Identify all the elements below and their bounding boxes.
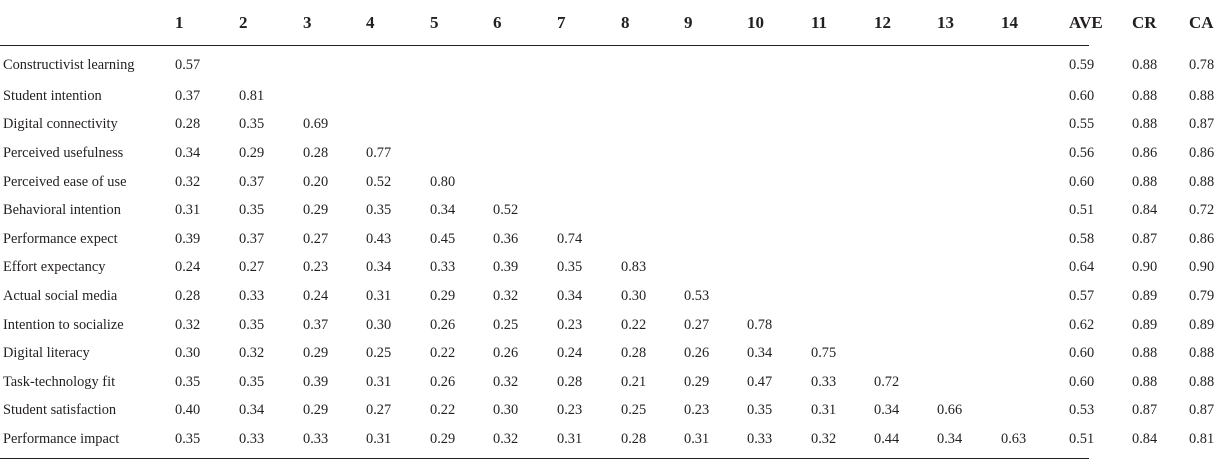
table-cell: 0.20 bbox=[303, 173, 329, 190]
table-cell: 0.35 bbox=[239, 202, 265, 219]
row-label: Behavioral intention bbox=[3, 202, 121, 219]
table-cell: 0.28 bbox=[557, 373, 583, 390]
table-row bbox=[0, 111, 1229, 140]
table-cell: 0.40 bbox=[175, 402, 201, 419]
table-cell bbox=[621, 111, 684, 140]
table-cell: 0.89 bbox=[1132, 316, 1158, 333]
table-cell bbox=[621, 82, 684, 111]
table-cell bbox=[937, 139, 1001, 168]
table-cell: 0.33 bbox=[430, 259, 456, 276]
table-cell: 0.60 bbox=[1069, 373, 1095, 390]
table-cell: 0.31 bbox=[684, 430, 710, 447]
table-row bbox=[0, 339, 1229, 368]
table-cell bbox=[811, 254, 874, 283]
table-cell: 0.34 bbox=[366, 259, 392, 276]
table-cell: 0.26 bbox=[430, 373, 456, 390]
table-cell bbox=[684, 111, 747, 140]
table-cell: 0.23 bbox=[684, 402, 710, 419]
table-cell: 0.34 bbox=[747, 345, 773, 362]
table-cell bbox=[874, 168, 937, 197]
table-cell bbox=[811, 225, 874, 254]
column-header: AVE bbox=[1069, 12, 1103, 32]
table-cell: 0.88 bbox=[1189, 373, 1215, 390]
table-cell: 0.81 bbox=[239, 87, 265, 104]
table-cell: 0.64 bbox=[1069, 259, 1095, 276]
table-cell: 0.72 bbox=[1189, 202, 1215, 219]
table-cell bbox=[684, 82, 747, 111]
table-cell bbox=[493, 45, 557, 82]
table-cell: 0.27 bbox=[684, 316, 710, 333]
table-cell bbox=[937, 254, 1001, 283]
table-cell bbox=[937, 168, 1001, 197]
table-cell: 0.26 bbox=[493, 345, 519, 362]
table-cell: 0.87 bbox=[1132, 230, 1158, 247]
table-cell bbox=[493, 168, 557, 197]
table-cell bbox=[937, 45, 1001, 82]
table-cell: 0.88 bbox=[1132, 87, 1158, 104]
table-cell bbox=[493, 111, 557, 140]
table-cell: 0.22 bbox=[430, 402, 456, 419]
table-cell bbox=[366, 111, 430, 140]
table-cell: 0.24 bbox=[303, 287, 329, 304]
table-cell: 0.25 bbox=[366, 345, 392, 362]
table-row bbox=[0, 168, 1229, 197]
table-cell: 0.87 bbox=[1189, 402, 1215, 419]
table-cell: 0.27 bbox=[303, 230, 329, 247]
table-cell: 0.22 bbox=[621, 316, 647, 333]
table-row bbox=[0, 45, 1229, 82]
table-cell: 0.32 bbox=[493, 287, 519, 304]
table-cell bbox=[430, 111, 493, 140]
table-cell: 0.86 bbox=[1189, 144, 1215, 161]
row-label: Performance impact bbox=[3, 430, 120, 447]
table-cell: 0.23 bbox=[557, 402, 583, 419]
column-header: 13 bbox=[937, 12, 954, 32]
table-cell: 0.59 bbox=[1069, 57, 1095, 73]
column-header: 2 bbox=[239, 12, 248, 32]
table-cell: 0.21 bbox=[621, 373, 647, 390]
table-cell bbox=[811, 82, 874, 111]
table-cell bbox=[493, 139, 557, 168]
table-row bbox=[0, 139, 1229, 168]
table-bottom-rule bbox=[0, 458, 1089, 459]
table-cell: 0.88 bbox=[1189, 87, 1215, 104]
table-cell: 0.29 bbox=[303, 202, 329, 219]
table-cell: 0.39 bbox=[303, 373, 329, 390]
table-cell: 0.33 bbox=[811, 373, 837, 390]
column-header: CA bbox=[1189, 12, 1214, 32]
table-cell: 0.53 bbox=[1069, 402, 1095, 419]
table-cell bbox=[747, 111, 811, 140]
table-cell: 0.32 bbox=[493, 373, 519, 390]
table-cell bbox=[557, 45, 621, 82]
table-cell bbox=[684, 254, 747, 283]
table-cell: 0.25 bbox=[621, 402, 647, 419]
table-cell: 0.34 bbox=[175, 144, 201, 161]
row-label: Constructivist learning bbox=[3, 57, 135, 73]
table-cell: 0.43 bbox=[366, 230, 392, 247]
table-cell: 0.24 bbox=[175, 259, 201, 276]
table-cell bbox=[937, 339, 1001, 368]
table-cell: 0.33 bbox=[239, 430, 265, 447]
table-cell: 0.35 bbox=[239, 116, 265, 133]
table-cell: 0.28 bbox=[175, 116, 201, 133]
table-cell bbox=[430, 139, 493, 168]
table-cell: 0.79 bbox=[1189, 287, 1215, 304]
table-cell bbox=[1001, 139, 1069, 168]
table-cell: 0.35 bbox=[239, 373, 265, 390]
table-cell: 0.72 bbox=[874, 373, 900, 390]
row-label: Perceived usefulness bbox=[3, 144, 124, 161]
table-cell: 0.26 bbox=[684, 345, 710, 362]
table-cell bbox=[1001, 225, 1069, 254]
table-cell: 0.29 bbox=[239, 144, 265, 161]
table-cell: 0.90 bbox=[1132, 259, 1158, 276]
table-cell bbox=[747, 139, 811, 168]
row-label: Perceived ease of use bbox=[3, 173, 127, 190]
column-header: 4 bbox=[366, 12, 375, 32]
row-label: Digital connectivity bbox=[3, 116, 118, 133]
table-cell: 0.25 bbox=[493, 316, 519, 333]
table-cell: 0.57 bbox=[1069, 287, 1095, 304]
table-cell: 0.87 bbox=[1189, 116, 1215, 133]
table-cell bbox=[747, 254, 811, 283]
column-header: 1 bbox=[175, 12, 184, 32]
table-cell: 0.37 bbox=[239, 230, 265, 247]
table-cell: 0.47 bbox=[747, 373, 773, 390]
table-cell bbox=[1001, 254, 1069, 283]
table-row bbox=[0, 311, 1229, 340]
table-cell: 0.29 bbox=[303, 402, 329, 419]
table-cell: 0.45 bbox=[430, 230, 456, 247]
table-cell: 0.28 bbox=[303, 144, 329, 161]
table-cell: 0.29 bbox=[430, 430, 456, 447]
table-cell: 0.37 bbox=[175, 87, 201, 104]
table-cell bbox=[684, 168, 747, 197]
table-cell: 0.88 bbox=[1132, 57, 1158, 73]
table-cell: 0.63 bbox=[1001, 430, 1027, 447]
table-cell bbox=[684, 225, 747, 254]
table-cell: 0.35 bbox=[366, 202, 392, 219]
table-cell: 0.86 bbox=[1132, 144, 1158, 161]
table-cell: 0.88 bbox=[1189, 345, 1215, 362]
table-cell bbox=[937, 225, 1001, 254]
table-cell: 0.31 bbox=[175, 202, 201, 219]
column-header: 12 bbox=[874, 12, 891, 32]
header-row bbox=[0, 0, 1229, 45]
table-cell bbox=[557, 139, 621, 168]
table-cell: 0.30 bbox=[175, 345, 201, 362]
table-cell: 0.34 bbox=[937, 430, 963, 447]
table-cell: 0.23 bbox=[557, 316, 583, 333]
table-cell: 0.83 bbox=[621, 259, 647, 276]
table-cell: 0.52 bbox=[366, 173, 392, 190]
table-cell bbox=[874, 139, 937, 168]
table-cell: 0.66 bbox=[937, 402, 963, 419]
table-cell: 0.30 bbox=[366, 316, 392, 333]
table-cell bbox=[1001, 196, 1069, 225]
table-cell: 0.29 bbox=[684, 373, 710, 390]
column-header: 5 bbox=[430, 12, 439, 32]
table-cell: 0.55 bbox=[1069, 116, 1095, 133]
table-cell: 0.28 bbox=[621, 345, 647, 362]
table-cell bbox=[937, 82, 1001, 111]
table-cell bbox=[747, 225, 811, 254]
table-cell bbox=[747, 45, 811, 82]
table-row bbox=[0, 225, 1229, 254]
table-row bbox=[0, 254, 1229, 283]
column-header: 9 bbox=[684, 12, 693, 32]
column-header: 14 bbox=[1001, 12, 1018, 32]
table-cell bbox=[811, 196, 874, 225]
table-cell: 0.44 bbox=[874, 430, 900, 447]
table-cell: 0.90 bbox=[1189, 259, 1215, 276]
table-cell: 0.58 bbox=[1069, 230, 1095, 247]
table-cell: 0.80 bbox=[430, 173, 456, 190]
table-cell bbox=[811, 311, 874, 340]
table-cell: 0.33 bbox=[747, 430, 773, 447]
column-header: 3 bbox=[303, 12, 312, 32]
table-cell: 0.57 bbox=[175, 57, 201, 73]
table-cell bbox=[621, 45, 684, 82]
table-cell: 0.60 bbox=[1069, 345, 1095, 362]
table-cell: 0.51 bbox=[1069, 202, 1095, 219]
table-cell: 0.27 bbox=[366, 402, 392, 419]
table-row bbox=[0, 196, 1229, 225]
column-header: 11 bbox=[811, 12, 828, 32]
table-cell bbox=[557, 196, 621, 225]
table-cell bbox=[1001, 82, 1069, 111]
table-cell bbox=[811, 45, 874, 82]
table-cell bbox=[747, 196, 811, 225]
table-cell: 0.31 bbox=[811, 402, 837, 419]
table-cell: 0.32 bbox=[175, 173, 201, 190]
table-cell: 0.32 bbox=[239, 345, 265, 362]
table-cell bbox=[874, 311, 937, 340]
table-cell: 0.34 bbox=[874, 402, 900, 419]
table-row bbox=[0, 82, 1229, 111]
table-cell: 0.35 bbox=[239, 316, 265, 333]
table-cell bbox=[1001, 311, 1069, 340]
column-header: 7 bbox=[557, 12, 566, 32]
table-cell: 0.27 bbox=[239, 259, 265, 276]
table-cell: 0.74 bbox=[557, 230, 583, 247]
table-cell bbox=[621, 225, 684, 254]
table-cell: 0.88 bbox=[1189, 173, 1215, 190]
table-cell: 0.31 bbox=[366, 430, 392, 447]
row-label: Digital literacy bbox=[3, 345, 90, 362]
table-row bbox=[0, 282, 1229, 311]
table-cell: 0.35 bbox=[557, 259, 583, 276]
table-cell: 0.75 bbox=[811, 345, 837, 362]
table-cell: 0.32 bbox=[493, 430, 519, 447]
table-cell: 0.26 bbox=[430, 316, 456, 333]
row-label: Task-technology fit bbox=[3, 373, 116, 390]
table-cell bbox=[874, 45, 937, 82]
table-cell bbox=[937, 311, 1001, 340]
table-cell: 0.23 bbox=[303, 259, 329, 276]
table-cell bbox=[430, 45, 493, 82]
row-label: Performance expect bbox=[3, 230, 118, 247]
row-label: Actual social media bbox=[3, 287, 118, 304]
table-row bbox=[0, 368, 1229, 397]
table-cell: 0.39 bbox=[493, 259, 519, 276]
table-cell bbox=[937, 282, 1001, 311]
column-header: CR bbox=[1132, 12, 1157, 32]
table-cell: 0.52 bbox=[493, 202, 519, 219]
table-cell: 0.34 bbox=[239, 402, 265, 419]
table-row bbox=[0, 425, 1229, 454]
row-label: Student intention bbox=[3, 87, 102, 104]
table-cell bbox=[811, 139, 874, 168]
table-cell bbox=[366, 82, 430, 111]
row-label: Student satisfaction bbox=[3, 402, 117, 419]
table-cell: 0.86 bbox=[1189, 230, 1215, 247]
table-cell bbox=[684, 139, 747, 168]
column-header: 6 bbox=[493, 12, 502, 32]
table-cell: 0.88 bbox=[1132, 373, 1158, 390]
table-cell: 0.33 bbox=[303, 430, 329, 447]
table-cell bbox=[811, 168, 874, 197]
table-cell: 0.84 bbox=[1132, 202, 1158, 219]
table-cell bbox=[747, 168, 811, 197]
table-cell: 0.77 bbox=[366, 144, 392, 161]
table-cell bbox=[1001, 282, 1069, 311]
column-header: 8 bbox=[621, 12, 630, 32]
table-cell bbox=[557, 82, 621, 111]
table-cell bbox=[1001, 339, 1069, 368]
table-cell: 0.87 bbox=[1132, 402, 1158, 419]
table-cell bbox=[366, 45, 430, 82]
table-cell: 0.22 bbox=[430, 345, 456, 362]
table-cell: 0.35 bbox=[175, 430, 201, 447]
table-cell bbox=[1001, 397, 1069, 426]
table-cell: 0.35 bbox=[175, 373, 201, 390]
table-cell bbox=[1001, 368, 1069, 397]
table-cell bbox=[937, 196, 1001, 225]
table-cell: 0.37 bbox=[303, 316, 329, 333]
table-body bbox=[0, 45, 1229, 454]
table-cell: 0.28 bbox=[175, 287, 201, 304]
table-cell: 0.30 bbox=[493, 402, 519, 419]
table-cell: 0.78 bbox=[1189, 57, 1215, 73]
table-cell bbox=[874, 82, 937, 111]
table-cell: 0.53 bbox=[684, 287, 710, 304]
table-cell: 0.37 bbox=[239, 173, 265, 190]
table-cell: 0.39 bbox=[175, 230, 201, 247]
table-cell bbox=[239, 45, 303, 82]
table-cell bbox=[1001, 111, 1069, 140]
table-cell bbox=[684, 45, 747, 82]
table-cell bbox=[684, 196, 747, 225]
table-cell: 0.29 bbox=[430, 287, 456, 304]
table-cell: 0.34 bbox=[557, 287, 583, 304]
table-cell bbox=[874, 225, 937, 254]
table-cell: 0.31 bbox=[557, 430, 583, 447]
table-cell: 0.51 bbox=[1069, 430, 1095, 447]
table-cell: 0.33 bbox=[239, 287, 265, 304]
table-cell bbox=[1001, 45, 1069, 82]
table-cell bbox=[430, 82, 493, 111]
table-cell: 0.56 bbox=[1069, 144, 1095, 161]
table-cell: 0.69 bbox=[303, 116, 329, 133]
table-cell: 0.89 bbox=[1132, 287, 1158, 304]
table-cell bbox=[621, 196, 684, 225]
table-cell bbox=[874, 339, 937, 368]
table-cell bbox=[621, 139, 684, 168]
table-cell: 0.31 bbox=[366, 373, 392, 390]
table-cell bbox=[874, 111, 937, 140]
table-cell bbox=[937, 111, 1001, 140]
table-cell bbox=[811, 111, 874, 140]
table-cell bbox=[493, 82, 557, 111]
table-cell: 0.32 bbox=[175, 316, 201, 333]
table-cell: 0.35 bbox=[747, 402, 773, 419]
table-row bbox=[0, 397, 1229, 426]
table-cell: 0.32 bbox=[811, 430, 837, 447]
table-cell bbox=[303, 45, 366, 82]
table-cell bbox=[874, 254, 937, 283]
table-cell: 0.60 bbox=[1069, 87, 1095, 104]
table-cell: 0.60 bbox=[1069, 173, 1095, 190]
table-cell: 0.30 bbox=[621, 287, 647, 304]
table-cell: 0.36 bbox=[493, 230, 519, 247]
table-cell: 0.88 bbox=[1132, 173, 1158, 190]
table-cell bbox=[811, 282, 874, 311]
column-header-label bbox=[0, 0, 175, 45]
table-cell bbox=[557, 111, 621, 140]
column-header: 10 bbox=[747, 12, 764, 32]
table-cell: 0.62 bbox=[1069, 316, 1095, 333]
table-cell: 0.29 bbox=[303, 345, 329, 362]
table-cell bbox=[1001, 168, 1069, 197]
table-cell: 0.34 bbox=[430, 202, 456, 219]
table-cell: 0.89 bbox=[1189, 316, 1215, 333]
table-cell bbox=[747, 282, 811, 311]
row-label: Intention to socialize bbox=[3, 316, 124, 333]
table-cell: 0.81 bbox=[1189, 430, 1215, 447]
table-cell bbox=[557, 168, 621, 197]
table-cell: 0.84 bbox=[1132, 430, 1158, 447]
table-cell: 0.78 bbox=[747, 316, 773, 333]
table-cell: 0.28 bbox=[621, 430, 647, 447]
table-cell: 0.31 bbox=[366, 287, 392, 304]
table-cell bbox=[874, 196, 937, 225]
table-cell bbox=[303, 82, 366, 111]
table-cell bbox=[874, 282, 937, 311]
table-cell bbox=[937, 368, 1001, 397]
table-header bbox=[0, 0, 1229, 45]
table-cell bbox=[621, 168, 684, 197]
table-cell: 0.24 bbox=[557, 345, 583, 362]
table-cell bbox=[747, 82, 811, 111]
row-label: Effort expectancy bbox=[3, 259, 106, 276]
table-cell: 0.88 bbox=[1132, 116, 1158, 133]
table-cell: 0.88 bbox=[1132, 345, 1158, 362]
